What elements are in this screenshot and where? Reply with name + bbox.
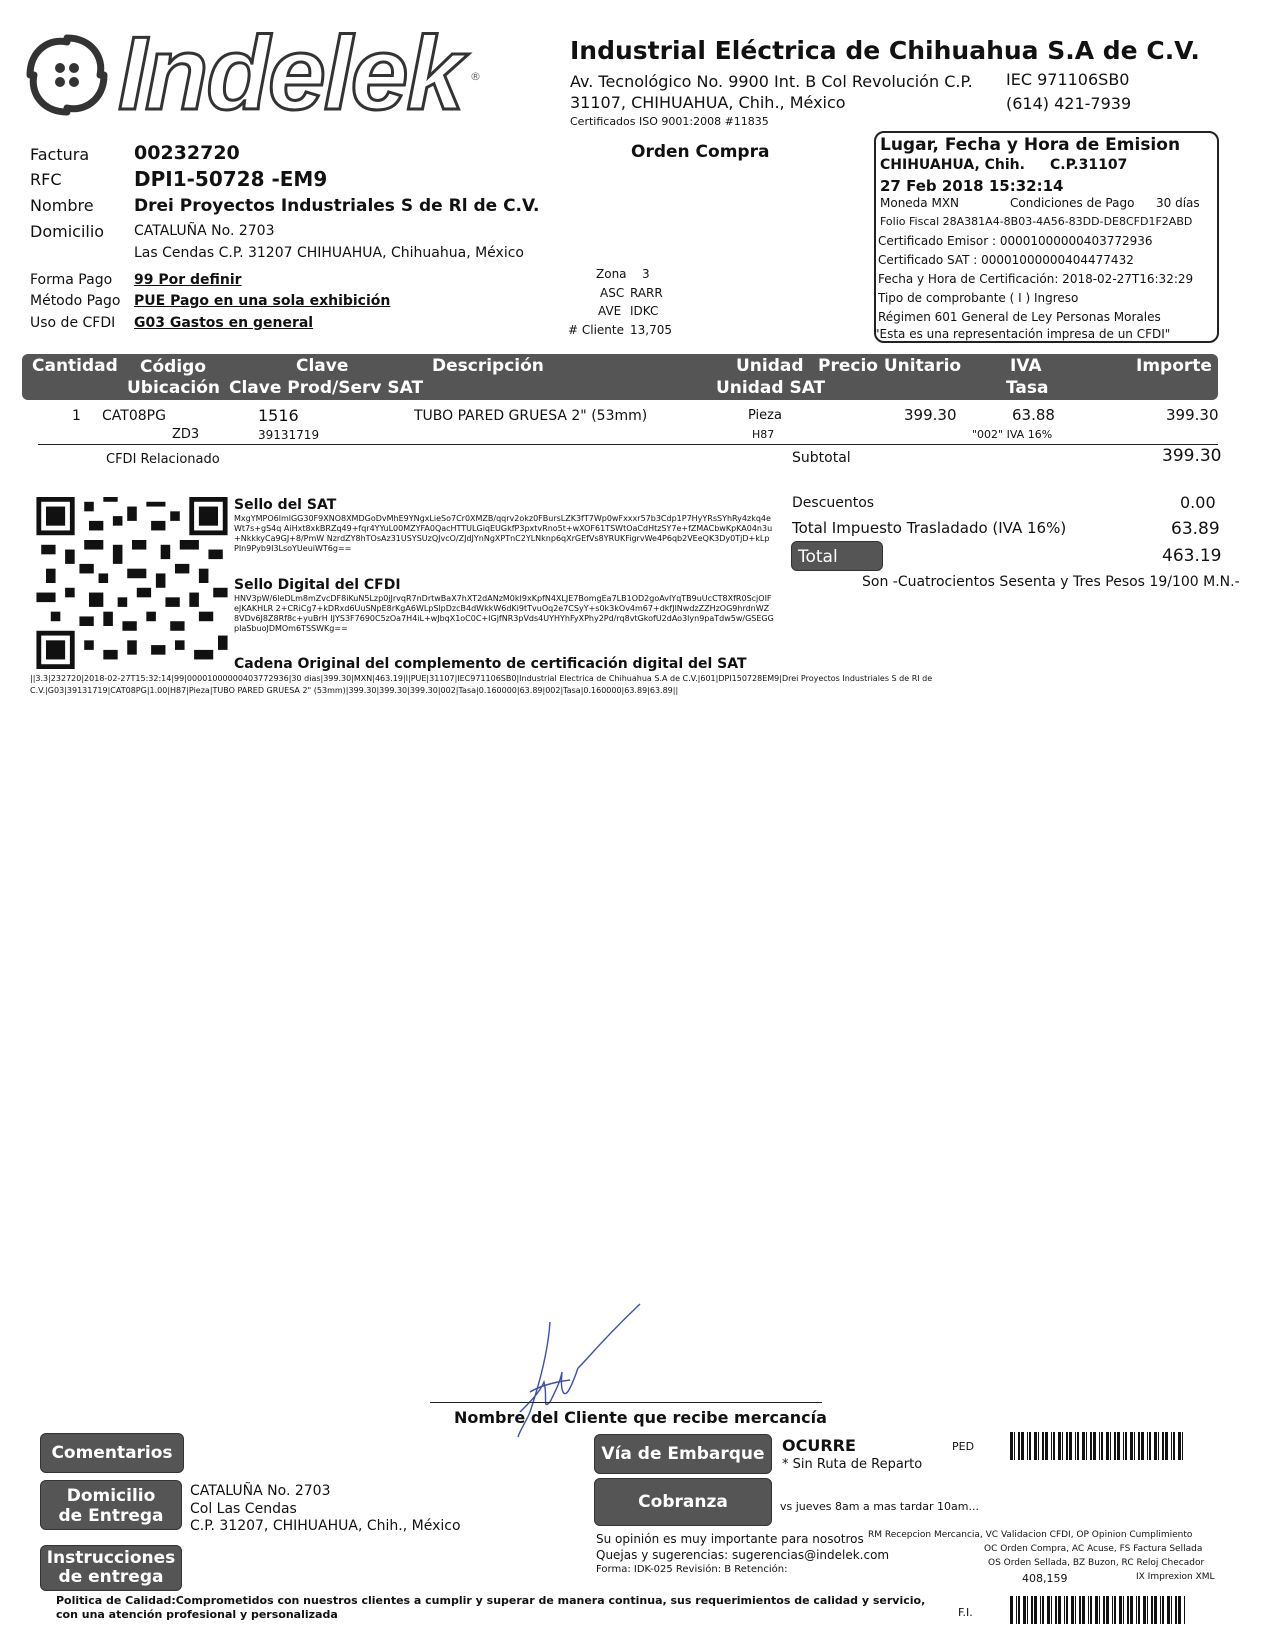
codes-line3: OS Orden Sellada, BZ Buzon, RC Reloj Checador xyxy=(988,1558,1205,1568)
descuentos-label: Descuentos xyxy=(792,495,875,511)
barcode-bar xyxy=(1173,1432,1175,1460)
condiciones-pago: Condiciones de Pago xyxy=(1010,196,1135,210)
cadena-original-line1: ||3.3|232720|2018-02-27T15:32:14|99|00001000000403772936|30 dias|399.30|MXN|463.19|I|PUE|31107|IEC971106SB0|Industrial Electrica de Chihuahua S.A de C.V.|601|DPI150728EM9|Drei Proyectos Industriales S de RI de xyxy=(30,674,933,683)
sin-ruta-reparto: * Sin Ruta de Reparto xyxy=(782,1457,923,1472)
barcode-bar xyxy=(1090,1596,1092,1624)
col-clave: Clave xyxy=(296,356,349,376)
sello-cfdi-text: HNV3pW/6leDLm8mZvcDF8iKuN5Lzp0jJrvqR7nDrtwBaX7hXT2dANzM0kI9xKpfN4XLJE7BomgEa7LB1OD2goAvIYqTB9uUcCT8XfR0ScjOIFeJKAKHLR 2+CRiCg7+kDRxd6UuSNpE8rKgA6WLpSlpDzcB4dWkkW6dKi9tTvuOq2e7CSyY+s0k3kOv4m67+dkfJlNwdzZZHzOG9hrdnWZ8VDv6J8Z8Rf8c+yuBrH IJYS3F7690C5zOa7H4iL+wJbqX1oC0C+IGjfNR3pVds4UYHYhFyXPhy2Pd/rq8vtGkofU2dAo3lyn9paTdw5w/GSEGGpIaSbuoJDMOm6TSSWKg== xyxy=(234,594,774,633)
row-codigo: CAT08PG xyxy=(102,408,166,424)
barcode-bar xyxy=(1016,1596,1017,1624)
barcode-bar xyxy=(1101,1432,1103,1460)
indelek-logo-swirl-icon xyxy=(22,30,112,120)
barcode-bar xyxy=(1075,1596,1076,1624)
moneda: Moneda MXN xyxy=(880,196,960,210)
via-embarque-value: OCURRE xyxy=(782,1436,856,1455)
barcode-bar xyxy=(1034,1432,1037,1460)
barcode-bar xyxy=(1165,1432,1168,1460)
barcode-bar xyxy=(1138,1432,1140,1460)
entrega-address-line3: C.P. 31207, CHIHUAHUA, Chih., México xyxy=(190,1518,461,1534)
barcode-bar xyxy=(1047,1596,1050,1624)
indelek-logo-text: Indelek xyxy=(118,16,463,132)
codes-line2: OC Orden Compra, AC Acuse, FS Factura Sellada xyxy=(984,1544,1203,1554)
barcode-bar xyxy=(1171,1596,1172,1624)
barcode-bar xyxy=(1018,1432,1020,1460)
barcode-bar xyxy=(1171,1432,1172,1460)
client-address-line2: Las Cendas C.P. 31207 CHIHUAHUA, Chihuahua, México xyxy=(134,245,524,261)
company-address-line1: Av. Tecnológico No. 9900 Int. B Col Revolución C.P. xyxy=(570,72,973,91)
row-tasa: "002" IVA 16% xyxy=(972,428,1053,441)
forma-pago-value: 99 Por definir xyxy=(134,272,242,288)
row-cantidad: 1 xyxy=(72,408,81,424)
row-unidad: Pieza xyxy=(748,408,782,423)
barcode-bar xyxy=(1058,1596,1061,1624)
barcode-bar xyxy=(1117,1432,1120,1460)
client-name: Drei Proyectos Industriales S de Rl de C.V. xyxy=(134,196,540,216)
barcode-bar xyxy=(1175,1596,1177,1624)
total-value: 463.19 xyxy=(1162,546,1222,566)
barcode-bar xyxy=(1086,1432,1087,1460)
items-table-header xyxy=(22,354,1218,400)
fecha-certificacion: Fecha y Hora de Certificación: 2018-02-27T16:32:29 xyxy=(878,272,1194,286)
cfdi-representacion-note: "Esta es una representación impresa de un CFDI" xyxy=(874,327,1171,341)
barcode-bar xyxy=(1090,1432,1092,1460)
barcode-bar xyxy=(1114,1596,1116,1624)
barcode-bar xyxy=(1112,1596,1113,1624)
domicilio-entrega-line1: Domicilio xyxy=(66,1486,156,1506)
col-clave-prod-serv: Clave Prod/Serv SAT xyxy=(229,378,424,398)
barcode-bar xyxy=(1079,1596,1081,1624)
barcode-bar xyxy=(1075,1432,1076,1460)
domicilio-entrega-line2: de Entrega xyxy=(58,1506,164,1526)
cliente-number-value: 13,705 xyxy=(630,323,672,337)
barcode-bar xyxy=(1077,1432,1079,1460)
uso-cfdi-label: Uso de CFDI xyxy=(30,315,116,331)
barcode-bar xyxy=(1158,1432,1159,1460)
row-precio: 399.30 xyxy=(904,406,957,424)
comentarios-button: Comentarios xyxy=(40,1433,184,1473)
orden-compra-label: Orden Compra xyxy=(631,142,770,162)
instrucciones-line1: Instrucciones xyxy=(46,1548,176,1568)
codes-line1: RM Recepcion Mercancia, VC Validacion CFDI, OP Opinion Cumplimiento xyxy=(868,1530,1193,1540)
barcode-bar xyxy=(1147,1432,1148,1460)
company-name: Industrial Eléctrica de Chihuahua S.A de C.V. xyxy=(570,36,1200,65)
col-unidad: Unidad xyxy=(736,356,804,376)
regimen-fiscal: Régimen 601 General de Ley Personas Morales xyxy=(878,310,1161,324)
client-rfc: DPI1-50728 -EM9 xyxy=(134,167,328,191)
tipo-comprobante: Tipo de comprobante ( I ) Ingreso xyxy=(878,291,1079,305)
barcode-bar xyxy=(1082,1432,1085,1460)
barcode-bar xyxy=(1040,1596,1041,1624)
total-label-badge: Total xyxy=(791,541,883,571)
rfc-label: RFC xyxy=(30,170,62,189)
barcode-bar xyxy=(1058,1432,1061,1460)
barcode-bar xyxy=(1031,1596,1033,1624)
sello-sat-title: Sello del SAT xyxy=(234,497,337,513)
barcode-bar xyxy=(1160,1596,1161,1624)
row-clave: 1516 xyxy=(258,406,299,425)
barcode-bar xyxy=(1069,1432,1072,1460)
subtotal-value: 399.30 xyxy=(1162,446,1222,466)
politica-calidad-line2: con una atención profesional y personalizada xyxy=(56,1608,338,1621)
factura-number: 00232720 xyxy=(134,142,240,164)
barcode-bottom-icon xyxy=(1010,1596,1188,1624)
metodo-pago-label: Método Pago xyxy=(30,293,121,309)
barcode-bar xyxy=(1106,1432,1109,1460)
barcode-bar xyxy=(1034,1596,1037,1624)
zona-value: 3 xyxy=(642,267,650,281)
col-cantidad: Cantidad xyxy=(32,356,118,376)
table-row-divider xyxy=(38,444,1218,445)
barcode-bar xyxy=(1042,1432,1044,1460)
impuesto-label: Total Impuesto Trasladado (IVA 16%) xyxy=(792,519,1067,537)
entrega-address-line2: Col Las Cendas xyxy=(190,1501,297,1517)
cadena-original-line2: C.V.|G03|39131719|CAT08PG|1.00|H87|Pieza|TUBO PARED GRUESA 2" (53mm)|399.30|399.30|399.30|002|Tasa|0.160000|63.89|002|Tasa|0.160000|63.89|63.89|| xyxy=(30,686,679,695)
nombre-label: Nombre xyxy=(30,196,94,215)
row-unidad-sat: H87 xyxy=(752,428,775,441)
barcode-top-icon xyxy=(1010,1432,1188,1460)
col-descripcion: Descripción xyxy=(432,356,544,376)
company-address-line2: 31107, CHIHUAHUA, Chih., México xyxy=(570,93,846,112)
barcode-bar xyxy=(1088,1596,1089,1624)
barcode-bar xyxy=(1141,1432,1144,1460)
barcode-bar xyxy=(1051,1432,1052,1460)
barcode-bar xyxy=(1154,1432,1157,1460)
forma-revision: Forma: IDK-025 Revisión: B Retención: xyxy=(596,1564,788,1575)
sat-qr-code-icon xyxy=(36,497,228,669)
impuesto-value: 63.89 xyxy=(1171,519,1220,539)
barcode-bar xyxy=(1178,1432,1181,1460)
document-number: 408,159 xyxy=(1022,1572,1068,1585)
ave-label: AVE xyxy=(598,304,622,318)
barcode-bar xyxy=(1010,1432,1013,1460)
zona-label: Zona xyxy=(596,267,627,281)
asc-value: RARR xyxy=(630,286,663,300)
barcode-bar xyxy=(1114,1432,1116,1460)
emision-cp: C.P.31107 xyxy=(1050,157,1128,173)
domicilio-entrega-badge xyxy=(40,1480,182,1530)
barcode-bar xyxy=(1123,1432,1124,1460)
barcode-bar xyxy=(1095,1596,1098,1624)
cfdi-relacionado-label: CFDI Relacionado xyxy=(106,452,220,467)
barcode-bar xyxy=(1064,1596,1065,1624)
codes-line4: IX Imprexion XML xyxy=(1136,1572,1215,1582)
barcode-bar xyxy=(1136,1596,1137,1624)
barcode-bar xyxy=(1149,1432,1151,1460)
barcode-bar xyxy=(1082,1596,1085,1624)
barcode-bar xyxy=(1010,1596,1013,1624)
emision-datetime: 27 Feb 2018 15:32:14 xyxy=(880,177,1064,195)
factura-label: Factura xyxy=(30,145,90,164)
barcode-bar xyxy=(1099,1432,1100,1460)
barcode-bar xyxy=(1106,1596,1109,1624)
row-clave-prod: 39131719 xyxy=(258,428,320,442)
col-unidad-sat: Unidad SAT xyxy=(716,378,826,398)
certificado-emisor: Certificado Emisor : 00001000000403772936 xyxy=(878,234,1153,248)
col-codigo: Código xyxy=(140,357,206,377)
barcode-bar xyxy=(1066,1596,1068,1624)
emision-city: CHIHUAHUA, Chih. xyxy=(880,157,1025,173)
uso-cfdi-value: G03 Gastos en general xyxy=(134,315,314,331)
asc-label: ASC xyxy=(600,286,625,300)
ped-label: PED xyxy=(952,1440,975,1453)
barcode-bar xyxy=(1055,1596,1057,1624)
condiciones-dias: 30 días xyxy=(1156,196,1200,210)
registered-mark: ® xyxy=(470,70,481,83)
quejas-text: Quejas y sugerencias: sugerencias@indelek.com xyxy=(596,1548,890,1562)
barcode-bar xyxy=(1130,1596,1133,1624)
barcode-bar xyxy=(1062,1432,1063,1460)
barcode-bar xyxy=(1125,1432,1127,1460)
barcode-bar xyxy=(1093,1432,1096,1460)
entrega-address-line1: CATALUÑA No. 2703 xyxy=(190,1483,331,1499)
barcode-bar xyxy=(1127,1596,1129,1624)
row-importe: 399.30 xyxy=(1166,406,1219,424)
subtotal-label: Subtotal xyxy=(792,450,851,466)
company-rfc: IEC 971106SB0 xyxy=(1006,70,1130,89)
barcode-bar xyxy=(1018,1596,1020,1624)
barcode-bar xyxy=(1038,1432,1039,1460)
barcode-bar xyxy=(1103,1596,1105,1624)
client-address-line1: CATALUÑA No. 2703 xyxy=(134,223,275,239)
barcode-bar xyxy=(1119,1596,1122,1624)
barcode-bar xyxy=(1143,1596,1146,1624)
opinion-text: Su opinión es muy importante para nosotros xyxy=(596,1532,864,1546)
metodo-pago-value: PUE Pago en una sola exhibición xyxy=(134,293,391,309)
barcode-bar xyxy=(1178,1596,1181,1624)
barcode-bar xyxy=(1110,1432,1111,1460)
barcode-bar xyxy=(1147,1596,1148,1624)
barcode-bar xyxy=(1151,1596,1153,1624)
barcode-bar xyxy=(1053,1432,1055,1460)
instrucciones-entrega-badge xyxy=(40,1545,182,1591)
folio-fiscal: Folio Fiscal 28A381A4-8B03-4A56-83DD-DE8CFD1F2ABD xyxy=(880,215,1193,228)
col-precio-unitario: Precio Unitario xyxy=(818,356,962,376)
barcode-bar xyxy=(1134,1432,1135,1460)
col-tasa: Tasa xyxy=(1006,378,1049,398)
barcode-bar xyxy=(1099,1596,1100,1624)
fi-label: F.I. xyxy=(958,1606,973,1619)
barcode-bar xyxy=(1045,1432,1048,1460)
barcode-bar xyxy=(1184,1596,1185,1624)
barcode-bar xyxy=(1123,1596,1124,1624)
domicilio-label: Domicilio xyxy=(30,222,105,241)
barcode-bar xyxy=(1071,1596,1074,1624)
total-en-letra: Son -Cuatrocientos Sesenta y Tres Pesos 19/100 M.N.- xyxy=(862,574,1240,590)
certificado-sat: Certificado SAT : 00001000000404477432 xyxy=(878,253,1134,267)
descuentos-value: 0.00 xyxy=(1180,493,1216,512)
company-phone: (614) 421-7939 xyxy=(1006,94,1132,113)
col-importe: Importe xyxy=(1136,356,1212,376)
via-embarque-badge: Vía de Embarque xyxy=(594,1434,772,1474)
barcode-bar xyxy=(1021,1432,1024,1460)
sello-sat-text: MxgYMPO6lmlGG30F9XNO8XMDGoDvMhE9YNgxLieSo7Cr0XMZB/qqrv2okz0FBursLZK3fT7Wp0wFxxxr57b3Cdp1P7HyYRsSYhRy4zkq4eWt7s+gS4q AiHxt8xkBRZq49+fqr4YYuL00MZYFA0QacHTTULGiqEUGkfP3pxtvRno5t+wXOF61TSWtOaCdHtzSY7e+fZMACbwKpKA04n3u+NkkkyCa9GJ+8/PmW NzrdZY8hTOsAz31USYSUzQJvcO/ZJdJYnNgXPTnC2YLNknp6qXrGEfVs8YRUKFigrvWe4P6qb2VEeQK3Dy0TjD+kLpPIn9Pyb9I3LsoYUeuiWT6g== xyxy=(234,514,773,553)
row-iva: 63.88 xyxy=(1012,406,1055,424)
row-ubicacion: ZD3 xyxy=(172,427,200,442)
politica-calidad-line1: Politica de Calidad:Comprometidos con nuestros clientes a cumplir y superar de manera continua, sus requerimientos de calidad y servicio, xyxy=(56,1594,926,1607)
barcode-bar xyxy=(1162,1596,1164,1624)
cadena-original-title: Cadena Original del complemento de certificación digital del SAT xyxy=(234,656,747,672)
cobranza-text: vs jueves 8am a mas tardar 10am... xyxy=(780,1500,979,1513)
barcode-bar xyxy=(1066,1432,1068,1460)
barcode-bar xyxy=(1138,1596,1140,1624)
barcode-bar xyxy=(1023,1596,1026,1624)
barcode-bar xyxy=(1162,1432,1164,1460)
barcode-bar xyxy=(1051,1596,1052,1624)
col-ubicacion: Ubicación xyxy=(127,378,221,398)
emision-title: Lugar, Fecha y Hora de Emision xyxy=(880,135,1181,155)
company-certification: Certificados ISO 9001:2008 #11835 xyxy=(570,115,769,128)
barcode-bar xyxy=(1182,1432,1183,1460)
cobranza-badge: Cobranza xyxy=(594,1478,772,1526)
barcode-bar xyxy=(1154,1596,1157,1624)
recibe-mercancia-label: Nombre del Cliente que recibe mercancía xyxy=(454,1408,827,1427)
barcode-bar xyxy=(1130,1432,1133,1460)
forma-pago-label: Forma Pago xyxy=(30,272,113,288)
cliente-number-label: # Cliente xyxy=(568,323,624,337)
barcode-bar xyxy=(1167,1596,1170,1624)
barcode-bar xyxy=(1042,1596,1044,1624)
col-iva: IVA xyxy=(1010,356,1042,376)
signature-line xyxy=(430,1402,822,1403)
barcode-bar xyxy=(1027,1596,1028,1624)
sello-cfdi-title: Sello Digital del CFDI xyxy=(234,577,401,593)
barcode-bar xyxy=(1029,1432,1031,1460)
row-descripcion: TUBO PARED GRUESA 2" (53mm) xyxy=(414,408,648,424)
instrucciones-line2: de entrega xyxy=(58,1567,164,1587)
ave-value: IDKC xyxy=(630,304,659,318)
barcode-bar xyxy=(1027,1432,1028,1460)
barcode-bar xyxy=(1014,1432,1015,1460)
